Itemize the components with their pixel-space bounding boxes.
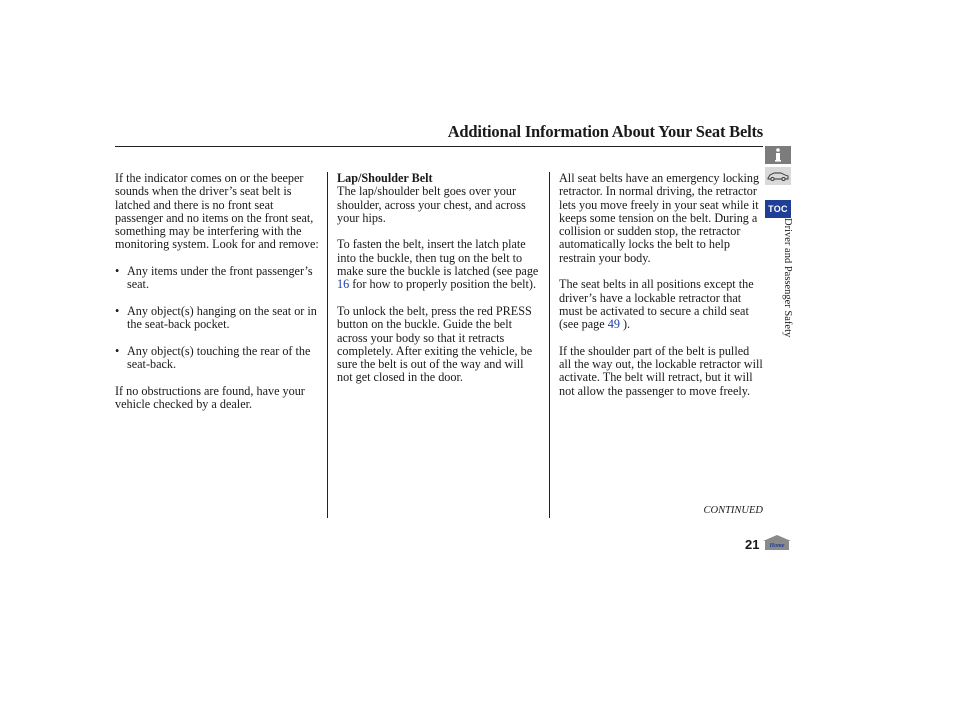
paragraph: All seat belts have an emergency locking retractor. In normal driving, the retractor lets you move freely in your seat while it keeps some tension on the belt. During a collision or sudden stop, the retractor automatically locks the belt to help restrain your body. <box>559 171 760 265</box>
paragraph: If the shoulder part of the belt is pulled all the way out, the lockable retractor will activate. The belt will retract, but it will not allow the passenger to move freely. <box>559 343 763 398</box>
column-1 <box>115 172 321 425</box>
svg-text:Home: Home <box>769 543 785 549</box>
bullet-dot: • <box>115 264 120 279</box>
home-icon[interactable] <box>762 534 792 551</box>
column-divider <box>327 172 328 518</box>
bullet-item: • Any items under the front passenger’s seat. <box>115 264 313 292</box>
page-title: Additional Information About Your Seat Belts <box>447 122 763 141</box>
page-link-16[interactable]: 16 <box>337 277 350 292</box>
toc-icon: TOC <box>768 204 788 214</box>
paragraph: To fasten the belt, insert the latch plate into the buckle, then tug on the belt to make sure the buckle is latched (see page 16 for how to properly position the belt). <box>337 237 539 292</box>
paragraph: The seat belts in all positions except the driver’s have a lockable retractor that must be activated to secure a child seat (see page 49 ). <box>559 277 754 332</box>
info-tab[interactable] <box>765 146 791 164</box>
bullet-dot: • <box>115 303 120 318</box>
car-icon <box>767 170 789 182</box>
bullet-item: • Any object(s) touching the rear of the seat-back. <box>115 343 311 372</box>
column-divider <box>549 172 550 518</box>
intro-paragraph: If the indicator comes on or the beeper sounds when the driver’s seat belt is latched and there is no front seat passenger and no items on the front seat, something may be interfering with the monitoring system. Look for and remove: <box>115 171 319 252</box>
page-link-49[interactable]: 49 <box>607 317 620 332</box>
section-heading: Lap/Shoulder Belt <box>337 171 433 185</box>
header-rule <box>115 146 763 147</box>
column-3 <box>559 172 763 411</box>
toc-tab[interactable] <box>765 200 791 218</box>
page-number: 21 <box>745 537 760 552</box>
paragraph: The lap/shoulder belt goes over your shoulder, across your chest, and across your hips. <box>337 184 526 225</box>
bullet-item: • Any object(s) hanging on the seat or in the seat-back pocket. <box>115 303 317 332</box>
vehicle-tab[interactable] <box>765 167 791 185</box>
closing-paragraph: If no obstructions are found, have your vehicle checked by a dealer. <box>115 383 305 412</box>
info-icon <box>773 148 783 162</box>
continued-label: CONTINUED <box>703 505 763 516</box>
column-2 <box>337 172 541 398</box>
section-side-label: Driver and Passenger Safety <box>782 218 793 338</box>
paragraph: To unlock the belt, press the red PRESS button on the buckle. Guide the belt across your body so that it retracts completely. After exiting the vehicle, be sure the belt is out of the way and will not get closed in the door. <box>337 303 533 385</box>
bullet-dot: • <box>115 343 120 358</box>
